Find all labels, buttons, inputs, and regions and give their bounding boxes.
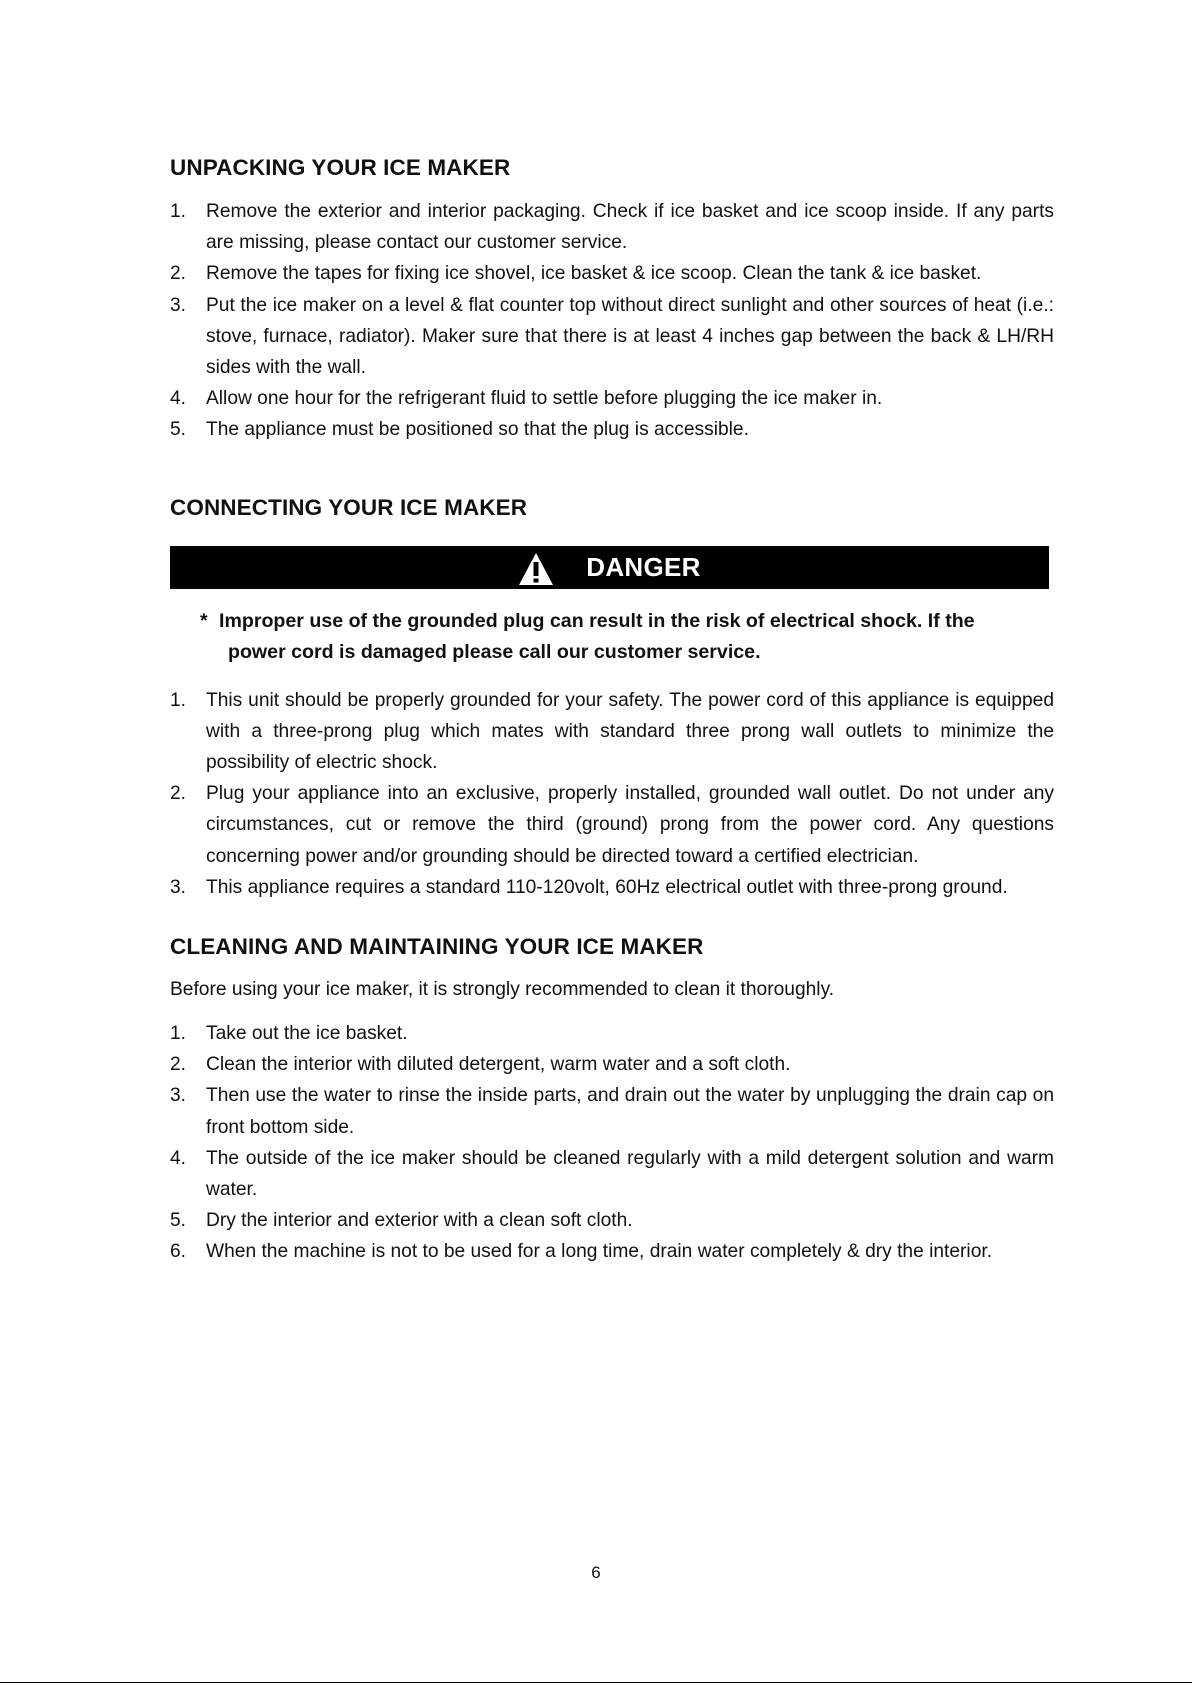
item-text: Put the ice maker on a level & flat counter top without direct sunlight and other sources of heat (i.e.: stove, furnace, radiator). Maker sure that there is at least 4 inches gap between the back & LH/RH sides with the wall. — [206, 294, 1054, 379]
unpacking-section — [170, 153, 1054, 446]
warning-asterisk: * — [200, 609, 208, 632]
item-text: The appliance must be positioned so that the plug is accessible. — [206, 419, 749, 441]
list-item — [170, 1143, 1054, 1205]
list-item — [170, 196, 1054, 258]
warning-line-2: power cord is damaged please call our customer service. — [228, 641, 761, 664]
item-text: Allow one hour for the refrigerant fluid to settle before plugging the ice maker in. — [206, 388, 883, 410]
cleaning-intro: Before using your ice maker, it is strongly recommended to clean it thoroughly. — [170, 979, 835, 1001]
list-item — [170, 414, 1054, 445]
item-text: Remove the exterior and interior packaging. Check if ice basket and ice scoop inside. If any parts are missing, please contact our customer service. — [206, 201, 1054, 254]
connecting-section — [170, 493, 1054, 903]
list-item — [170, 1236, 1054, 1267]
danger-label: DANGER — [586, 551, 701, 582]
item-number: 3. — [170, 294, 187, 316]
page-bottom-rule — [0, 1682, 1192, 1683]
list-item — [170, 258, 1054, 289]
list-item — [170, 685, 1054, 779]
item-text: Remove the tapes for fixing ice shovel, ice basket & ice scoop. Clean the tank & ice basket. — [206, 263, 982, 285]
cleaning-section — [170, 932, 1054, 1268]
item-number: 5. — [170, 1210, 187, 1232]
item-text: When the machine is not to be used for a long time, drain water completely & dry the interior. — [206, 1241, 993, 1263]
item-number: 3. — [170, 1085, 187, 1107]
cleaning-heading: CLEANING AND MAINTAINING YOUR ICE MAKER — [170, 934, 704, 960]
list-item — [170, 872, 1054, 903]
item-text: The outside of the ice maker should be cleaned regularly with a mild detergent solution and warm water. — [206, 1147, 1054, 1201]
item-text: Clean the interior with diluted detergent, warm water and a soft cloth. — [206, 1054, 791, 1076]
connecting-list — [170, 685, 1054, 903]
item-text: Plug your appliance into an exclusive, properly installed, grounded wall outlet. Do not under any circumstances, cut or remove the third (ground) prong from the power cord. Any questions concerning power and/or grounding should be directed toward a certified electrician. — [206, 783, 1054, 867]
list-item — [170, 1205, 1054, 1236]
item-number: 2. — [170, 1054, 187, 1076]
list-item — [170, 1018, 1054, 1049]
item-text: Then use the water to rinse the inside parts, and drain out the water by unplugging the drain cap on front bottom side. — [206, 1085, 1054, 1138]
item-text: This appliance requires a standard 110-120volt, 60Hz electrical outlet with three-prong ground. — [206, 876, 1008, 898]
connecting-heading: CONNECTING YOUR ICE MAKER — [170, 494, 528, 520]
warning-note — [170, 606, 1050, 669]
unpacking-heading: UNPACKING YOUR ICE MAKER — [170, 155, 511, 180]
cleaning-list — [170, 1018, 1054, 1268]
item-number: 2. — [170, 783, 187, 805]
item-number: 1. — [170, 689, 187, 711]
list-item — [170, 383, 1054, 414]
warning-triangle-icon — [518, 552, 554, 586]
item-number: 3. — [170, 876, 187, 898]
item-text: Take out the ice basket. — [206, 1023, 408, 1045]
page-number: 6 — [591, 1563, 601, 1582]
item-number: 6. — [170, 1241, 187, 1263]
item-number: 2. — [170, 263, 187, 285]
list-item — [170, 290, 1054, 384]
item-number: 4. — [170, 1147, 187, 1169]
item-text: This unit should be properly grounded for your safety. The power cord of this appliance is equipped with a three-prong plug which mates with standard three prong wall outlets to minimize the possibility of electric shock. — [206, 689, 1054, 774]
warning-line-1: Improper use of the grounded plug can result in the risk of electrical shock. If the — [219, 609, 975, 632]
item-number: 1. — [170, 1023, 187, 1045]
item-number: 4. — [170, 388, 187, 410]
list-item — [170, 1080, 1054, 1142]
list-item — [170, 778, 1054, 872]
danger-banner — [170, 546, 1049, 589]
list-item — [170, 1049, 1054, 1080]
unpacking-list — [170, 196, 1054, 446]
item-number: 1. — [170, 201, 187, 222]
item-number: 5. — [170, 419, 187, 441]
item-text: Dry the interior and exterior with a clean soft cloth. — [206, 1210, 633, 1232]
manual-page — [170, 153, 1054, 1268]
